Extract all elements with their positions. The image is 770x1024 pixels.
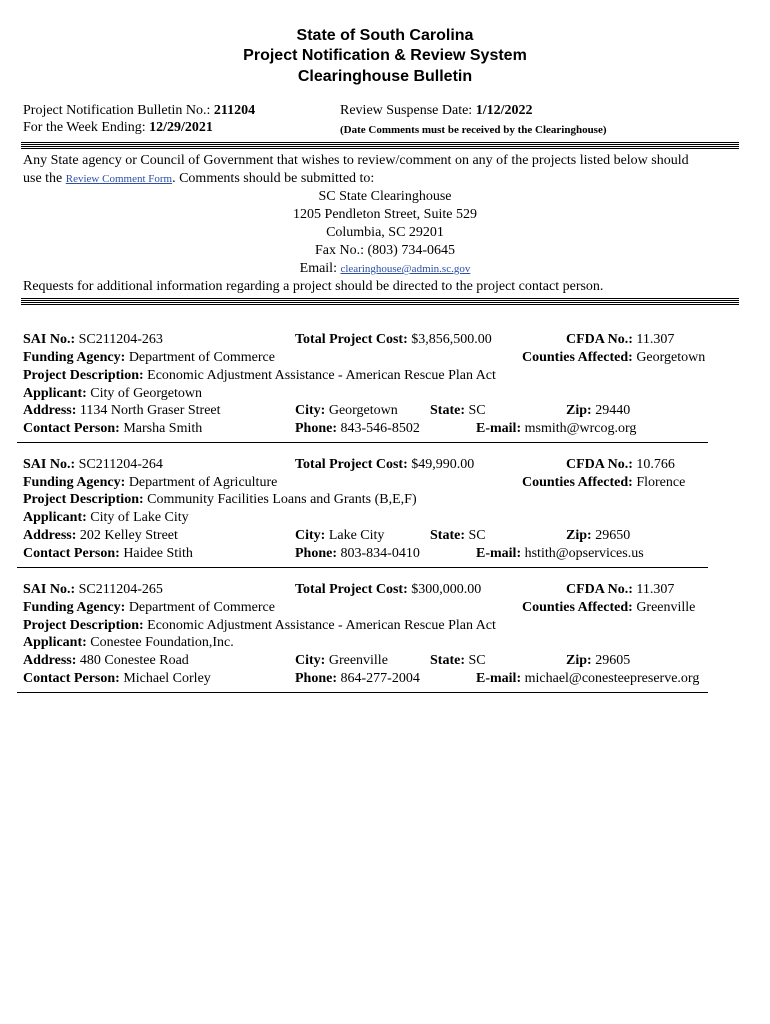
title-line-3: Clearinghouse Bulletin — [297, 68, 473, 85]
address: Address: 202 Kelley Street — [23, 528, 178, 543]
zip: Zip: 29605 — [566, 653, 631, 668]
intro-divider — [21, 298, 739, 306]
bulletin-number: Project Notification Bulletin No.: 211204 — [23, 103, 256, 118]
review-suspense-date: Review Suspense Date: 1/12/2022 — [340, 103, 533, 118]
cfda-no: CFDA No.: 10.766 — [566, 457, 675, 472]
contact-email: E-mail: michael@conesteepreserve.org — [476, 671, 700, 686]
funding-agency: Funding Agency: Department of Commerce — [23, 600, 275, 615]
clearinghouse-email-link[interactable]: clearinghouse@admin.sc.gov — [340, 263, 471, 275]
project-divider — [17, 567, 708, 568]
total-cost: Total Project Cost: $49,990.00 — [295, 457, 475, 472]
week-ending: For the Week Ending: 12/29/2021 — [23, 120, 213, 135]
counties-affected: Counties Affected: Georgetown — [522, 350, 706, 365]
contact-email: E-mail: hstith@opservices.us — [476, 546, 644, 561]
cfda-no: CFDA No.: 11.307 — [566, 582, 675, 597]
address-line-2: 1205 Pendleton Street, Suite 529 — [293, 207, 477, 222]
intro-text: Any State agency or Council of Government that wishes to review/comment on any of the projects listed below should — [23, 153, 689, 168]
suspense-note: (Date Comments must be received by the Clearinghouse) — [340, 124, 607, 136]
header-divider — [21, 142, 739, 150]
city: City: Lake City — [295, 528, 385, 543]
address-line-1: SC State Clearinghouse — [318, 189, 452, 204]
phone: Phone: 864-277-2004 — [295, 671, 420, 686]
zip: Zip: 29650 — [566, 528, 631, 543]
review-comment-form-link[interactable]: Review Comment Form — [65, 173, 173, 185]
address: Address: 480 Conestee Road — [23, 653, 189, 668]
project-divider — [17, 442, 708, 443]
project-description: Project Description: Economic Adjustment Assistance - American Rescue Plan Act — [23, 618, 496, 633]
funding-agency: Funding Agency: Department of Commerce — [23, 350, 275, 365]
state: State: SC — [430, 653, 486, 668]
contact-person: Contact Person: Marsha Smith — [23, 421, 203, 436]
intro-text-2: use the Review Comment Form. Comments should be submitted to: — [23, 171, 375, 186]
sai-no: SAI No.: SC211204-265 — [23, 582, 163, 597]
counties-affected: Counties Affected: Florence — [522, 475, 686, 490]
fax-number: Fax No.: (803) 734-0645 — [315, 243, 455, 258]
project-divider — [17, 692, 708, 693]
city: City: Greenville — [295, 653, 388, 668]
total-cost: Total Project Cost: $300,000.00 — [295, 582, 482, 597]
phone: Phone: 803-834-0410 — [295, 546, 420, 561]
email-line: Email: clearinghouse@admin.sc.gov — [299, 261, 471, 276]
project-description: Project Description: Community Facilities Loans and Grants (B,E,F) — [23, 492, 417, 507]
applicant: Applicant: City of Lake City — [23, 510, 189, 525]
city: City: Georgetown — [295, 403, 398, 418]
state: State: SC — [430, 528, 486, 543]
contact-person: Contact Person: Haidee Stith — [23, 546, 193, 561]
counties-affected: Counties Affected: Greenville — [522, 600, 696, 615]
title-line-1: State of South Carolina — [296, 27, 474, 44]
project-description: Project Description: Economic Adjustment Assistance - American Rescue Plan Act — [23, 368, 496, 383]
sai-no: SAI No.: SC211204-264 — [23, 457, 163, 472]
sai-no: SAI No.: SC211204-263 — [23, 332, 163, 347]
zip: Zip: 29440 — [566, 403, 631, 418]
requests-note: Requests for additional information regarding a project should be directed to the project contact person. — [23, 279, 604, 294]
contact-email: E-mail: msmith@wrcog.org — [476, 421, 637, 436]
phone: Phone: 843-546-8502 — [295, 421, 420, 436]
applicant: Applicant: City of Georgetown — [23, 386, 203, 401]
contact-person: Contact Person: Michael Corley — [23, 671, 211, 686]
cfda-no: CFDA No.: 11.307 — [566, 332, 675, 347]
applicant: Applicant: Conestee Foundation,Inc. — [23, 635, 234, 650]
funding-agency: Funding Agency: Department of Agriculture — [23, 475, 278, 490]
total-cost: Total Project Cost: $3,856,500.00 — [295, 332, 492, 347]
address-line-3: Columbia, SC 29201 — [326, 225, 444, 240]
state: State: SC — [430, 403, 486, 418]
title-line-2: Project Notification & Review System — [243, 47, 527, 64]
address: Address: 1134 North Graser Street — [23, 403, 221, 418]
